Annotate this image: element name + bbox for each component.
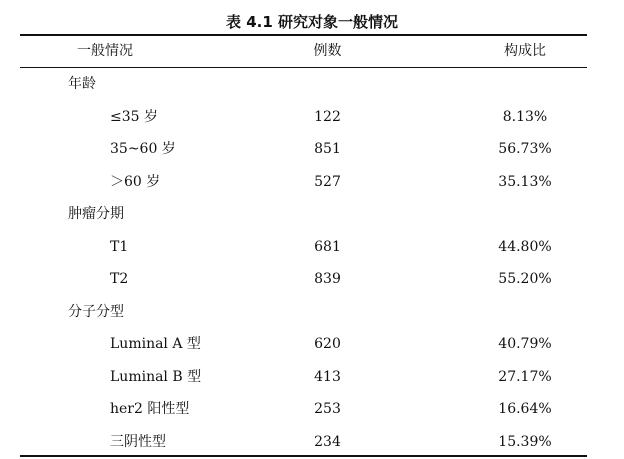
row-ratio: 40.79%: [498, 336, 552, 352]
row-ratio: 55.20%: [498, 271, 552, 287]
bottom-rule: [20, 455, 587, 457]
row-count: 839: [314, 271, 341, 287]
row-ratio: 16.64%: [498, 401, 552, 417]
header-proportion: 构成比: [504, 43, 546, 59]
row-name: T2: [110, 271, 129, 287]
row-count: 851: [314, 141, 341, 157]
table-row: [20, 393, 587, 425]
row-name: ＞60 岁: [110, 173, 161, 190]
group-label: 分子分型: [68, 303, 124, 320]
table-row: [20, 231, 587, 263]
row-name: her2 阳性型: [110, 401, 190, 417]
table-header-row: [20, 35, 587, 67]
row-count: 527: [314, 173, 341, 190]
row-ratio: 15.39%: [498, 433, 552, 450]
group-label: 肿瘤分期: [68, 206, 124, 222]
row-ratio: 44.80%: [498, 238, 552, 255]
table-row: [20, 133, 587, 165]
header-general-info: 一般情况: [77, 43, 133, 59]
row-ratio: 8.13%: [502, 108, 548, 125]
header-case-count: 例数: [313, 43, 342, 59]
group-row-tumor-stage: [20, 198, 587, 230]
row-count: 620: [314, 336, 341, 352]
row-name: T1: [110, 238, 129, 255]
row-name: Luminal A 型: [110, 336, 201, 352]
row-name: ≤35 岁: [110, 108, 158, 125]
row-ratio: 35.13%: [498, 173, 552, 190]
table-row: [20, 166, 587, 198]
table-row: [20, 361, 587, 393]
row-ratio: 56.73%: [498, 141, 552, 157]
table-row: [20, 263, 587, 295]
row-ratio: 27.17%: [498, 368, 552, 385]
row-count: 253: [314, 401, 341, 417]
group-row-age: [20, 68, 587, 100]
table-row: [20, 101, 587, 133]
row-name: 35~60 岁: [110, 141, 176, 157]
row-count: 122: [314, 108, 341, 125]
row-count: 413: [314, 368, 341, 385]
row-name: Luminal B 型: [110, 368, 202, 385]
table-row: [20, 328, 587, 360]
group-label: 年龄: [68, 76, 96, 92]
table-caption: 表 4.1 研究对象一般情况: [225, 13, 399, 31]
row-count: 681: [314, 238, 341, 255]
row-name: 三阴性型: [110, 433, 166, 450]
table-row: [20, 426, 587, 458]
row-count: 234: [314, 433, 341, 450]
group-row-molecular-subtype: [20, 296, 587, 328]
